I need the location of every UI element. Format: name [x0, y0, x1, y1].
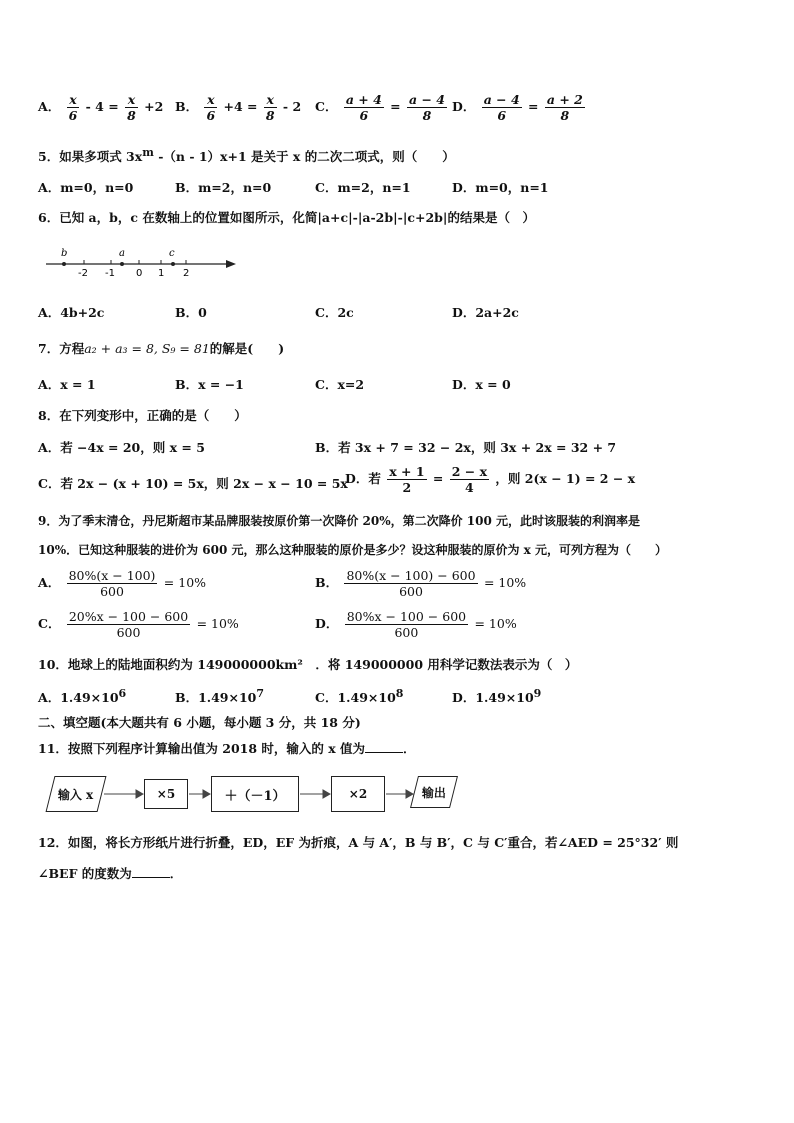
- q10-option-b[interactable]: [175, 687, 264, 706]
- point-label: a: [119, 248, 125, 259]
- q4-option-c[interactable]: [315, 92, 449, 123]
- q5-stem-part: 5．如果多项式 3x: [38, 149, 143, 165]
- option-label: A．: [38, 99, 61, 114]
- fraction: [67, 609, 190, 640]
- numerator: x: [125, 92, 138, 108]
- q9-option-b[interactable]: [315, 568, 526, 599]
- q8-option-d[interactable]: [345, 464, 635, 495]
- q5-option-b[interactable]: B．m=2，n=0: [175, 180, 272, 195]
- q6-option-d[interactable]: D．2a+2c: [452, 305, 519, 320]
- fraction: [407, 92, 447, 123]
- option-tail: ，则 2(x − 1) = 2 − x: [495, 471, 636, 486]
- flow-arrows: [0, 780, 794, 810]
- operator: +2: [144, 99, 164, 114]
- numerator: a − 4: [483, 92, 520, 107]
- fraction: [204, 92, 217, 123]
- arrow-icon: [406, 790, 413, 798]
- denominator: 600: [399, 584, 423, 599]
- q5-option-a[interactable]: A．m=0，n=0: [38, 180, 134, 195]
- q7-stem: [38, 339, 284, 357]
- denominator: 600: [100, 584, 124, 599]
- q10-option-d[interactable]: [452, 687, 541, 706]
- numerator: x: [264, 92, 277, 108]
- tick-label: 0: [136, 268, 143, 279]
- q5-stem: [38, 146, 455, 165]
- q6-option-b[interactable]: B．0: [175, 305, 207, 320]
- option-label: D．: [452, 99, 476, 114]
- option-text: B．1.49×10: [175, 690, 257, 706]
- denominator: 600: [394, 625, 419, 640]
- operator: - 2: [282, 99, 302, 114]
- operator: - 4 =: [85, 99, 119, 114]
- answer-blank[interactable]: [132, 865, 170, 878]
- tick-label: 2: [183, 268, 190, 279]
- point-c: [171, 262, 175, 266]
- numerator: x: [204, 92, 217, 108]
- option-label: C．: [315, 99, 338, 114]
- option-label: A．: [38, 575, 61, 590]
- option-label: B．: [315, 575, 339, 590]
- tick-label: -2: [78, 268, 88, 279]
- q7-option-a[interactable]: A．x = 1: [38, 377, 96, 392]
- fraction: [482, 92, 522, 123]
- fraction: [125, 92, 138, 123]
- numerator: 80%(x − 100): [68, 568, 156, 583]
- denominator: 8: [422, 108, 432, 123]
- fraction: [344, 92, 384, 123]
- denominator: 2: [402, 480, 412, 495]
- q5-stem-part: -（n - 1）x+1 是关于 x 的二次二项式，则（ ）: [153, 149, 455, 165]
- fraction: [450, 464, 489, 495]
- flow-label: ×2: [348, 787, 368, 801]
- exponent: 8: [395, 687, 404, 700]
- flow-label: ＋（－1）: [224, 788, 286, 804]
- arrow-icon: [323, 790, 330, 798]
- option-text: A．1.49×10: [38, 690, 119, 706]
- exponent: 7: [256, 687, 265, 700]
- arrow-icon: [136, 790, 143, 798]
- q6-option-c[interactable]: C．2c: [315, 305, 354, 320]
- option-label: D．若: [345, 471, 381, 486]
- q8-option-a[interactable]: A．若 −4x = 20，则 x = 5: [38, 440, 205, 455]
- tick-label: 1: [158, 268, 165, 279]
- fraction: [344, 568, 477, 599]
- operator: +4 =: [223, 99, 258, 114]
- q9-option-c[interactable]: [38, 609, 239, 640]
- q4-option-a[interactable]: [38, 92, 163, 123]
- number-line-figure: [40, 244, 240, 280]
- point-label: c: [169, 248, 175, 259]
- fraction: [264, 92, 277, 123]
- q12-stem-line1: 12．如图，将长方形纸片进行折叠，ED，EF 为折痕，A 与 A′，B 与 B′，C 与 C′重合，若∠AED = 25°32′ 则: [38, 835, 679, 850]
- q8-option-b[interactable]: B．若 3x + 7 = 32 − 2x，则 3x + 2x = 32 + 7: [315, 440, 617, 455]
- q10-option-a[interactable]: [38, 687, 126, 706]
- denominator: 6: [497, 108, 507, 123]
- rhs: = 10%: [163, 575, 207, 590]
- q8-option-c[interactable]: C．若 2x − (x + 10) = 5x，则 2x − x − 10 = 5x: [38, 476, 348, 491]
- option-label: B．: [175, 99, 199, 114]
- option-text: C．1.49×10: [315, 690, 396, 706]
- numerator: a + 4: [345, 92, 382, 107]
- answer-blank[interactable]: [365, 740, 403, 753]
- section-heading: 二、填空题(本大题共有 6 小题，每小题 3 分，共 18 分): [38, 715, 361, 730]
- operator: =: [528, 99, 539, 114]
- q5-option-c[interactable]: C．m=2，n=1: [315, 180, 411, 195]
- q6-stem: 6．已知 a，b，c 在数轴上的位置如图所示，化简|a+c|-|a-2b|-|c+2b|的结果是（ ）: [38, 210, 535, 225]
- flow-label: ×5: [156, 787, 176, 801]
- fraction: [345, 609, 468, 640]
- q4-option-d[interactable]: [452, 92, 587, 123]
- option-label: C．: [38, 616, 61, 631]
- option-label: D．: [315, 616, 339, 631]
- q12-stem-part: ．: [169, 866, 183, 881]
- operator: =: [432, 471, 444, 486]
- denominator: 8: [560, 108, 570, 123]
- q7-option-b[interactable]: B．x = −1: [175, 377, 244, 392]
- q7-option-c[interactable]: C．x=2: [315, 377, 365, 392]
- q10-option-c[interactable]: [315, 687, 403, 706]
- rhs: = 10%: [474, 616, 517, 631]
- denominator: 8: [265, 108, 275, 123]
- q10-stem: 10．地球上的陆地面积约为 149000000km² ．将 149000000 用科学记数法表示为（ ）: [38, 657, 578, 672]
- numerator: 80%x − 100 − 600: [346, 609, 467, 624]
- q7-stem-part: 的解是( ): [209, 341, 285, 356]
- q9-stem-line2: 10%．已知这种服装的进价为 600 元，那么这种服装的原价是多少？设这种服装的原价为 x 元，可列方程为（ ）: [38, 543, 668, 557]
- numerator: a + 2: [546, 92, 583, 107]
- rhs: = 10%: [196, 616, 239, 631]
- q12-stem-line2: [38, 864, 182, 882]
- numerator: a − 4: [409, 92, 445, 107]
- option-text: D．1.49×10: [452, 690, 534, 706]
- flow-label: 输出: [421, 785, 446, 800]
- q12-stem-part: ∠BEF 的度数为: [38, 866, 132, 881]
- fraction: [545, 92, 585, 123]
- exponent: 6: [118, 687, 127, 700]
- arrow-icon: [226, 260, 236, 268]
- q9-option-d[interactable]: [315, 609, 517, 640]
- arrow-icon: [203, 790, 210, 798]
- denominator: 6: [206, 108, 216, 123]
- numerator: 2 − x: [451, 464, 488, 479]
- point-label: b: [61, 248, 68, 259]
- q11-stem: [38, 739, 416, 757]
- numerator: x: [67, 92, 80, 108]
- denominator: 6: [359, 108, 369, 123]
- q7-stem-part: 7．方程: [38, 341, 85, 356]
- fraction: [67, 92, 80, 123]
- numerator: 20%x − 100 − 600: [68, 609, 189, 624]
- denominator: 8: [127, 108, 136, 123]
- tick-label: -1: [105, 268, 115, 279]
- exponent: 9: [533, 687, 542, 700]
- flow-label: 输入 x: [58, 787, 94, 802]
- numerator: 80%(x − 100) − 600: [346, 568, 476, 583]
- numerator: x + 1: [389, 464, 425, 479]
- rhs: = 10%: [483, 575, 527, 590]
- fraction: [67, 568, 158, 599]
- q5-exponent: m: [142, 146, 154, 159]
- operator: =: [390, 99, 401, 114]
- q6-option-a[interactable]: A．4b+2c: [38, 305, 105, 320]
- q9-option-a[interactable]: [38, 568, 206, 599]
- denominator: 4: [465, 480, 474, 495]
- q8-stem: 8．在下列变形中，正确的是（ ）: [38, 408, 247, 423]
- q11-stem-part: ．: [403, 741, 416, 756]
- denominator: 6: [68, 108, 78, 123]
- q7-equation: a₂ + a₃ = 8, S₉ = 81: [84, 341, 210, 356]
- fraction: [387, 464, 426, 495]
- q5-option-d[interactable]: D．m=0，n=1: [452, 180, 549, 195]
- q4-option-b[interactable]: [175, 92, 301, 123]
- q7-option-d[interactable]: D．x = 0: [452, 377, 511, 392]
- q11-stem-part: 11．按照下列程序计算输出值为 2018 时，输入的 x 值为: [38, 741, 366, 756]
- q9-stem-line1: 9．为了季末清仓，丹尼斯超市某品牌服装按原价第一次降价 20%，第二次降价 100 元，此时该服装的利润率是: [38, 514, 641, 528]
- point-a: [120, 262, 124, 266]
- denominator: 600: [116, 625, 141, 640]
- point-b: [62, 262, 66, 266]
